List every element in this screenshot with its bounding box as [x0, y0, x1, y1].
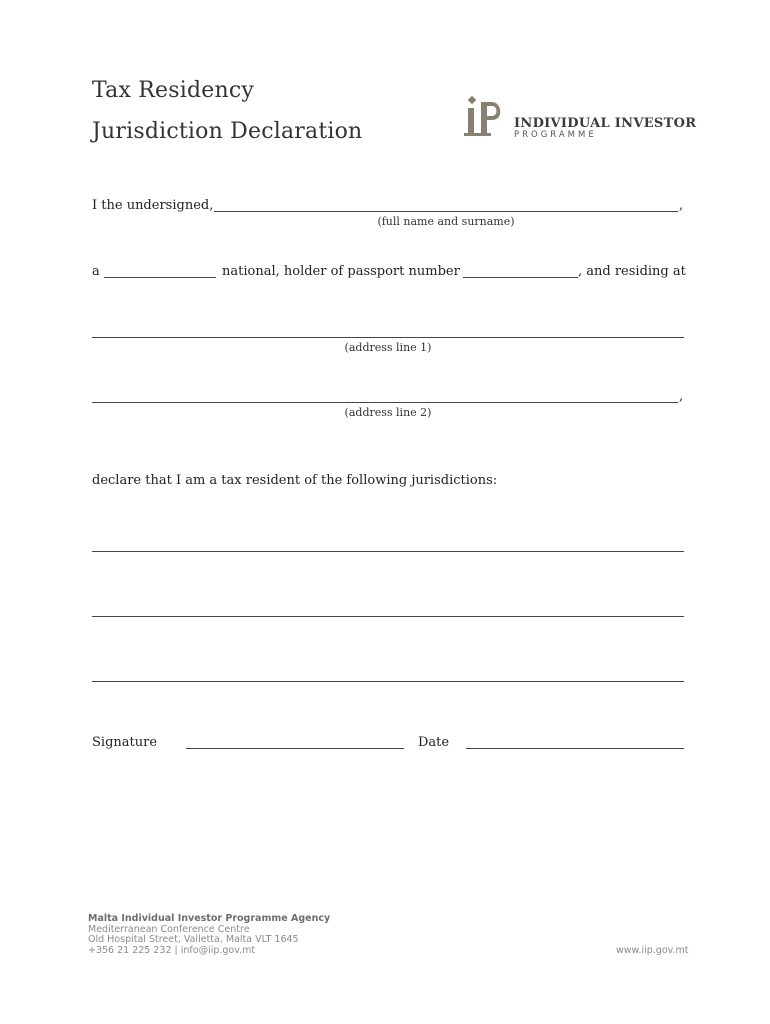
signature-field[interactable] [186, 748, 404, 749]
jurisdiction-field-1[interactable] [92, 551, 684, 552]
signature-label: Signature [92, 735, 158, 750]
footer-contact: +356 21 225 232 | info@iip.gov.mt [88, 944, 256, 956]
iip-logo-name: INDIVIDUAL INVESTOR [514, 116, 697, 131]
undersigned-label: I the undersigned, [92, 198, 214, 213]
nationality-field[interactable] [104, 277, 216, 278]
jurisdiction-field-2[interactable] [92, 616, 684, 617]
national-passport-label: national, holder of passport number [222, 264, 460, 279]
residing-label: , and residing at [578, 264, 686, 279]
declaration-text: declare that I am a tax resident of the following jurisdictions: [92, 473, 498, 488]
date-field[interactable] [466, 748, 684, 749]
date-label: Date [418, 735, 450, 750]
footer-website: www.iip.gov.mt [616, 945, 689, 956]
address-line-1-caption: (address line 1) [344, 341, 432, 354]
full-name-field[interactable] [214, 211, 678, 212]
page-title-line2: Jurisdiction Declaration [92, 119, 363, 144]
footer-address-line-2: Old Hospital Street, Valletta, Malta VLT 1645 [88, 934, 299, 945]
passport-number-field[interactable] [463, 277, 578, 278]
address-line-2-comma: , [679, 389, 684, 404]
address-line-2-caption: (address line 2) [344, 406, 432, 419]
full-name-comma: , [679, 198, 684, 213]
iip-logo-sub: PROGRAMME [514, 130, 597, 140]
footer-agency-name: Malta Individual Investor Programme Agency [88, 913, 331, 924]
page-title-line1: Tax Residency [92, 78, 255, 103]
a-label: a [92, 264, 100, 279]
full-name-caption: (full name and surname) [377, 215, 515, 228]
footer-address-line-1: Mediterranean Conference Centre [88, 923, 250, 935]
iip-logo [462, 96, 697, 140]
jurisdiction-field-3[interactable] [92, 681, 684, 682]
address-line-1-field[interactable] [92, 337, 684, 338]
address-line-2-field[interactable] [92, 402, 678, 403]
footer-address-block [88, 914, 330, 956]
iip-logo-mark-icon [462, 96, 506, 140]
